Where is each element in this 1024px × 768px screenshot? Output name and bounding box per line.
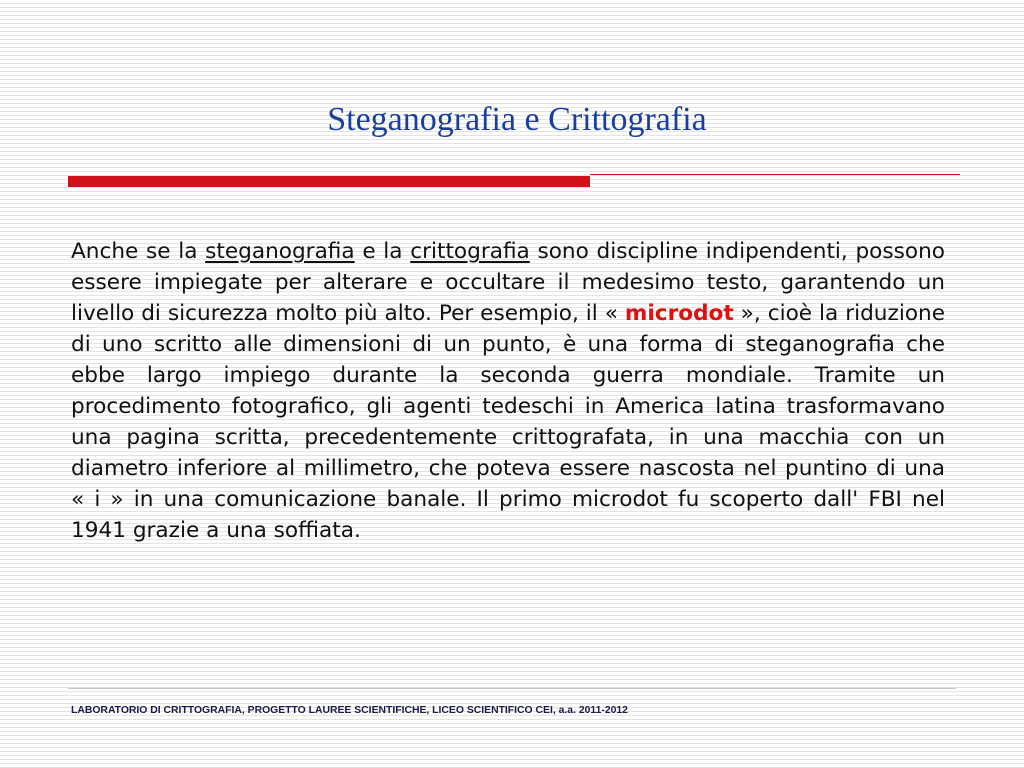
body-paragraph [71,236,945,546]
body-text-segment: Anche se la [71,239,206,264]
body-text-segment: e la [354,239,411,264]
slide-title: Steganografia e Crittografia [327,101,707,138]
title-accent-line [590,174,960,175]
title-accent-bar [68,176,590,187]
footer-caption: LABORATORIO DI CRITTOGRAFIA, PROGETTO LAUREE SCIENTIFICHE, LICEO SCIENTIFICO CEI, a.a. 2011-2012 [71,705,628,716]
body-text-segment: sono discipline indipendenti, possono essere impiegate per alterare e occultare il medesimo testo, garantendo un livello di sicurezza molto più alto. Per esempio, il « [71,239,946,326]
term-steganografia: steganografia [205,239,355,264]
footer-divider [68,688,956,689]
body-text-segment: », cioè la riduzione di uno scritto alle dimensioni di un punto, è una forma di steganografia che ebbe largo impiego durante la seconda guerra mondiale. Tramite un procedimento fotografico, gli agenti tedeschi in America latina trasformavano una pagina scritta, precedentemente crittografata, in una macchia con un diametro inferiore al millimetro, che poteva essere nascosta nel puntino di una « i » in una comunicazione banale. Il primo microdot fu scoperto dall' FBI nel 1941 grazie a una soffiata. [71,301,945,543]
term-crittografia: crittografia [410,239,530,264]
highlight-microdot: microdot [624,301,734,326]
